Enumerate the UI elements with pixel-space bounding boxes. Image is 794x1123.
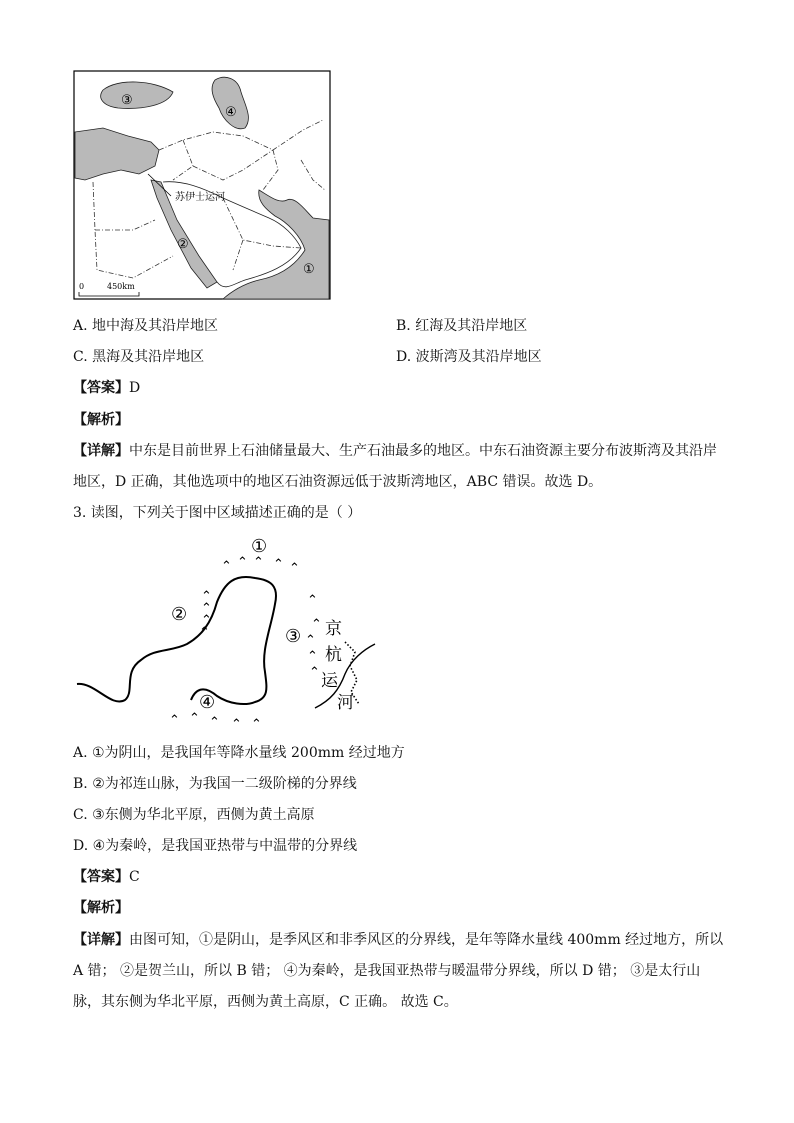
- map1-marker-3: ③: [121, 93, 133, 108]
- svg-text:⌃: ⌃: [307, 649, 318, 664]
- middle-east-map: [73, 70, 331, 300]
- q2-answer: [73, 378, 140, 398]
- svg-text:⌃: ⌃: [189, 711, 200, 726]
- q3-detail-line2: A 错； ②是贺兰山，所以 B 错； ④为秦岭，是我国亚热带与暖温带分界线，所以 D 错； ③是太行山: [73, 963, 701, 979]
- answer-tag: 【答案】: [73, 869, 129, 885]
- detail-text: 中东是目前世界上石油储量最大、生产石油最多的地区。中东石油资源主要分布波斯湾及其沿岸: [129, 443, 717, 459]
- q2-option-b: B. 红海及其沿岸地区: [396, 318, 528, 334]
- svg-text:⌃: ⌃: [201, 613, 212, 628]
- detail-text: 由图可知，①是阴山，是季风区和非季风区的分界线，是年等降水量线 400mm 经过地方，所以: [129, 932, 724, 948]
- svg-text:⌃: ⌃: [251, 717, 262, 732]
- q3-detail-line3: 脉，其东侧为华北平原，西侧为黄土高原，C 正确。 故选 C。: [73, 994, 458, 1010]
- q3-option-d: D. ④为秦岭，是我国亚热带与中温带的分界线: [73, 838, 358, 854]
- svg-text:⌃: ⌃: [309, 665, 320, 680]
- svg-text:⌃: ⌃: [289, 561, 300, 576]
- q3-detail-line1: [73, 930, 723, 950]
- map2-marker-1: ①: [251, 536, 268, 557]
- q3-option-b: B. ②为祁连山脉，为我国一二级阶梯的分界线: [73, 776, 357, 792]
- canal-char-2: 杭: [325, 645, 342, 665]
- svg-text:⌃: ⌃: [253, 555, 264, 570]
- svg-text:⌃: ⌃: [273, 557, 284, 572]
- q2-detail-line1: [73, 441, 717, 461]
- q3-option-c: C. ③东侧为华北平原，西侧为黄土高原: [73, 807, 315, 823]
- q3-question: 3. 读图，下列关于图中区域描述正确的是（ ）: [73, 505, 362, 521]
- map1-marker-1: ①: [303, 262, 315, 277]
- canal-char-3: 运: [321, 671, 338, 691]
- canal-char-1: 京: [325, 619, 342, 639]
- q2-option-a: A. 地中海及其沿岸地区: [73, 318, 219, 334]
- map1-marker-4: ④: [225, 105, 237, 120]
- svg-text:⌃: ⌃: [231, 717, 242, 732]
- svg-text:⌃: ⌃: [237, 555, 248, 570]
- svg-text:⌃: ⌃: [305, 633, 316, 648]
- svg-text:⌃: ⌃: [221, 559, 232, 574]
- detail-tag: 【详解】: [73, 443, 129, 459]
- map2-marker-3: ③: [285, 626, 302, 647]
- answer-value: D: [129, 380, 141, 396]
- svg-text:⌃: ⌃: [199, 625, 210, 640]
- answer-tag: 【答案】: [73, 380, 129, 396]
- svg-text:⌃: ⌃: [169, 713, 180, 728]
- svg-text:⌃: ⌃: [201, 589, 212, 604]
- scale-zero: 0: [79, 282, 85, 291]
- map1-marker-2: ②: [177, 237, 189, 252]
- canal-label: 苏伊士运河: [175, 192, 225, 203]
- north-china-map: [75, 532, 385, 732]
- q3-answer: [73, 867, 140, 887]
- svg-text:⌃: ⌃: [201, 601, 212, 616]
- canal-char-4: 河: [337, 693, 354, 713]
- q2-analysis-tag: 【解析】: [73, 412, 129, 428]
- answer-value: C: [129, 869, 140, 885]
- q2-option-c: C. 黑海及其沿岸地区: [73, 349, 205, 365]
- q2-detail-line2: 地区，D 正确，其他选项中的地区石油资源远低于波斯湾地区，ABC 错误。故选 D。: [73, 474, 603, 490]
- scale-text: 450km: [107, 282, 135, 291]
- detail-tag: 【详解】: [73, 932, 129, 948]
- svg-text:⌃: ⌃: [311, 617, 322, 632]
- q3-option-a: A. ①为阴山，是我国年等降水量线 200mm 经过地方: [73, 745, 405, 761]
- svg-text:⌃: ⌃: [209, 715, 220, 730]
- q3-analysis-tag: 【解析】: [73, 900, 129, 916]
- map2-marker-4: ④: [199, 692, 216, 713]
- q2-option-d: D. 波斯湾及其沿岸地区: [396, 349, 542, 365]
- svg-text:⌃: ⌃: [307, 593, 318, 608]
- map2-marker-2: ②: [171, 604, 188, 625]
